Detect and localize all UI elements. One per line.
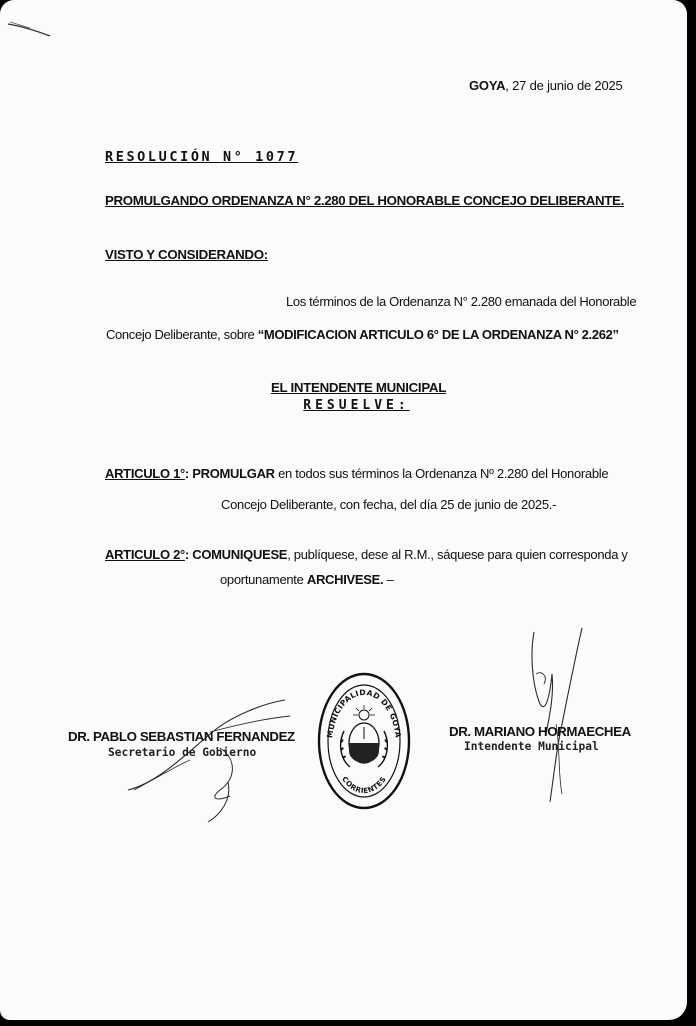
articulo-1-colon: :	[184, 466, 189, 481]
visto-line-2-plain: Concejo Deliberante, sobre	[106, 327, 258, 342]
articulo-2-label: ARTICULO 2°	[105, 547, 185, 562]
articulo-2-colon: :	[184, 547, 189, 562]
visto-line-2-bold: “MODIFICACION ARTICULO 6° DE LA ORDENANZA N° 2.262”	[257, 327, 619, 342]
articulo-2-rest: , publíquese, dese al R.M., sáquese para quien corresponda y	[287, 547, 628, 562]
intendente-heading: EL INTENDENTE MUNICIPAL	[270, 380, 447, 395]
articulo-1-label: ARTICULO 1°	[105, 466, 185, 481]
municipal-seal-icon	[316, 671, 412, 811]
date-rest: , 27 de junio de 2025	[505, 78, 623, 93]
seal-bottom-text: CORRIENTES	[340, 774, 388, 796]
right-signatory-title: Intendente Municipal	[464, 740, 599, 753]
seal-top-text: MUNICIPALIDAD DE GOYA	[325, 687, 403, 739]
articulo-2-archivese: ARCHIVESE.	[306, 572, 384, 587]
articulo-2-line-2-plain: oportunamente	[220, 572, 307, 587]
right-signature-scribble-icon	[520, 624, 600, 809]
visto-line-2	[106, 327, 619, 342]
visto-heading: VISTO Y CONSIDERANDO:	[105, 247, 268, 262]
articulo-1-verb: PROMULGAR	[192, 466, 275, 481]
articulo-1-line-2: Concejo Deliberante, con fecha, del día 25 de junio de 2025.-	[221, 497, 557, 512]
pen-mark-icon	[0, 0, 60, 40]
resolution-subject: PROMULGANDO ORDENANZA N° 2.280 DEL HONORABLE CONCEJO DELIBERANTE.	[105, 193, 624, 208]
left-signatory-name: DR. PABLO SEBASTIAN FERNANDEZ	[68, 729, 295, 744]
articulo-1-rest: en todos sus términos la Ordenanza Nº 2.280 del Honorable	[278, 466, 609, 481]
resolution-title: RESOLUCIÓN N° 1077	[105, 149, 299, 165]
articulo-2-line-2-end: –	[383, 572, 394, 587]
articulo-1-line-1	[105, 466, 609, 481]
left-signatory-title: Secretario de Gobierno	[108, 746, 257, 759]
resuelve-heading: RESUELVE:	[303, 398, 410, 413]
right-signatory-name: DR. MARIANO HORMAECHEA	[449, 724, 631, 739]
articulo-2-line-2	[220, 572, 394, 587]
date-city: GOYA	[469, 78, 506, 93]
visto-line-1: Los términos de la Ordenanza N° 2.280 emanada del Honorable	[286, 294, 637, 309]
articulo-2-line-1	[105, 547, 628, 562]
left-signature-scribble-icon	[120, 690, 300, 830]
articulo-2-verb: COMUNIQUESE	[192, 547, 288, 562]
date-line	[469, 78, 623, 93]
